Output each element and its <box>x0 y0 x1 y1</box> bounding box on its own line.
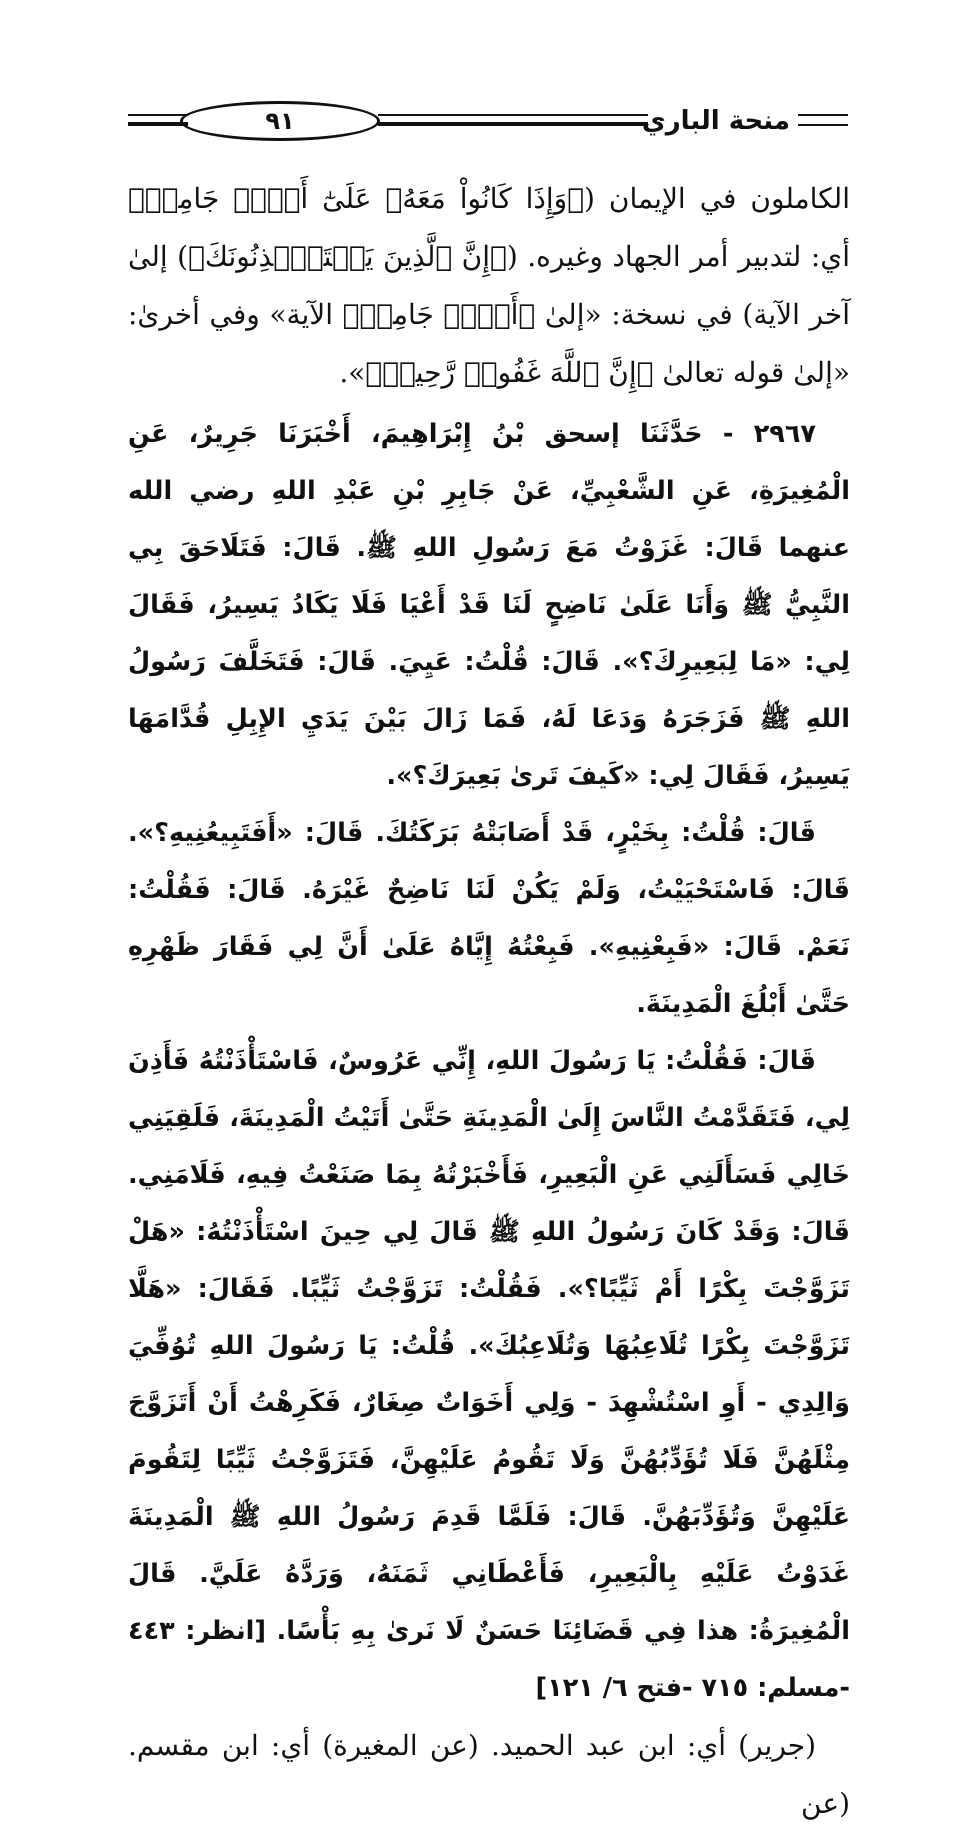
hadith-paragraph-1: ٢٩٦٧ - حَدَّثَنَا إسحق بْنُ إِبْرَاهِيمَ، أَخْبَرَنَا جَرِيرٌ، عَنِ الْمُغِيرَةِ، عَنِ الشَّعْبِيِّ، عَنْ جَابِرِ بْنِ عَبْدِ اللهِ رضي الله عنهما قَالَ: غَزَوْتُ مَعَ رَسُولِ اللهِ ﷺ. قَالَ: فَتَلَاحَقَ بِي النَّبِيُّ ﷺ وَأَنَا عَلَىٰ نَاضِحٍ لَنَا قَدْ أَعْيَا فَلَا يَكَادُ يَسِيرُ، فَقَالَ لِي: «مَا لِبَعِيرِكَ؟». قَالَ: قُلْتُ: عَيِيَ. قَالَ: فَتَخَلَّفَ رَسُولُ اللهِ ﷺ فَزَجَرَهُ وَدَعَا لَهُ، فَمَا زَالَ بَيْنَ يَدَيِ الإِبِلِ قُدَّامَهَا يَسِيرُ، فَقَالَ لِي: «كَيفَ تَرىٰ بَعِيرَكَ؟». <box>128 419 850 791</box>
header-rule-right-top <box>798 114 848 116</box>
header-rule-left-top <box>128 114 188 116</box>
header-rule-mid-bottom <box>378 122 648 126</box>
header-rule-right-bottom <box>798 124 848 126</box>
header-rule-mid-top <box>378 114 648 116</box>
header-rule-left-bottom <box>128 122 188 126</box>
page-number: ٩١ <box>180 101 380 141</box>
hadith-paragraph-3: قَالَ: فَقُلْتُ: يَا رَسُولَ اللهِ، إِنِّي عَرُوسٌ، فَاسْتَأْذَنْتُهُ فَأَذِنَ لِي، فَتَقَدَّمْتُ النَّاسَ إِلَىٰ الْمَدِينَةِ حَتَّىٰ أَتَيْتُ الْمَدِينَةَ، فَلَقِيَنِي خَالِي فَسَأَلَنِي عَنِ الْبَعِيرِ، فَأَخْبَرْتُهُ بِمَا صَنَعْتُ فِيهِ، فَلَامَنِي. قَالَ: وَقَدْ كَانَ رَسُولُ اللهِ ﷺ قَالَ لِي حِينَ اسْتَأْذَنْتُهُ: «هَلْ تَزَوَّجْتَ بِكْرًا أَمْ ثَيِّبًا؟». فَقُلْتُ: تَزَوَّجْتُ ثَيِّبًا. فَقَالَ: «هَلَّا تَزَوَّجْتَ بِكْرًا تُلَاعِبُهَا وَتُلَاعِبُكَ». قُلْتُ: يَا رَسُولَ اللهِ تُوُفِّيَ وَالِدِي - أَوِ اسْتُشْهِدَ - وَلِي أَخَوَاتٌ صِغَارٌ، فَكَرِهْتُ أَنْ أَتَزَوَّجَ مِثْلَهُنَّ فَلَا تُؤَدِّبُهُنَّ وَلَا تَقُومُ عَلَيْهِنَّ، فَتَزَوَّجْتُ ثَيِّبًا لِتَقُومَ عَلَيْهِنَّ وَتُؤَدِّبَهُنَّ. قَالَ: فَلَمَّا قَدِمَ رَسُولُ اللهِ ﷺ الْمَدِينَةَ غَدَوْتُ عَلَيْهِ بِالْبَعِيرِ، فَأَعْطَانِي ثَمَنَهُ، وَرَدَّهُ عَلَيَّ. قَالَ الْمُغِيرَةُ: هذا فِي قَضَائِنَا حَسَنٌ لَا نَرىٰ بِهِ بَأْسًا. [انظر: ٤٤٣ -مسلم: ٧١٥ -فتح ٦/ ١٢١] <box>128 1046 850 1703</box>
page-header <box>128 100 848 146</box>
commentary-paragraph-notes: (جرير) أي: ابن عبد الحميد. (عن المغيرة) أي: ابن مقسم. (عن <box>128 1729 850 1820</box>
hadith-paragraph-2: قَالَ: قُلْتُ: بِخَيْرٍ، قَدْ أَصَابَتْهُ بَرَكَتُكَ. قَالَ: «أَفَتَبِيعُنِيهِ؟». قَالَ: فَاسْتَحْيَيْتُ، وَلَمْ يَكُنْ لَنَا نَاضِحٌ غَيْرَهُ. قَالَ: فَقُلْتُ: نَعَمْ. قَالَ: «فَبِعْنِيهِ». فَبِعْتُهُ إِيَّاهُ عَلَىٰ أَنَّ لِي فَقَارَ ظَهْرِهِ حَتَّىٰ أَبْلُغَ الْمَدِينَةَ. <box>128 818 850 1019</box>
page-body <box>128 170 850 1833</box>
book-title: منحة الباري <box>641 106 790 136</box>
commentary-paragraph-intro: الكاملون في الإيمان (﴿وَإِذَا كَانُواْ مَعَهُۥ عَلَىٰٓ أَمۡرٖ جَامِعٖ﴾ أي: لتدبير أمر الجهاد وغيره. (﴿إِنَّ ٱلَّذِينَ يَسۡتَـٔۡذِنُونَكَ﴾) إلىٰ آخر الآية) في نسخة: «إلىٰ ﴿أَمۡرٖ جَامِعٖ﴾ الآية» وفي أخرىٰ: «إلىٰ قوله تعالىٰ ﴿إِنَّ ٱللَّهَ غَفُورٞ رَّحِيمٞ﴾». <box>128 182 850 389</box>
